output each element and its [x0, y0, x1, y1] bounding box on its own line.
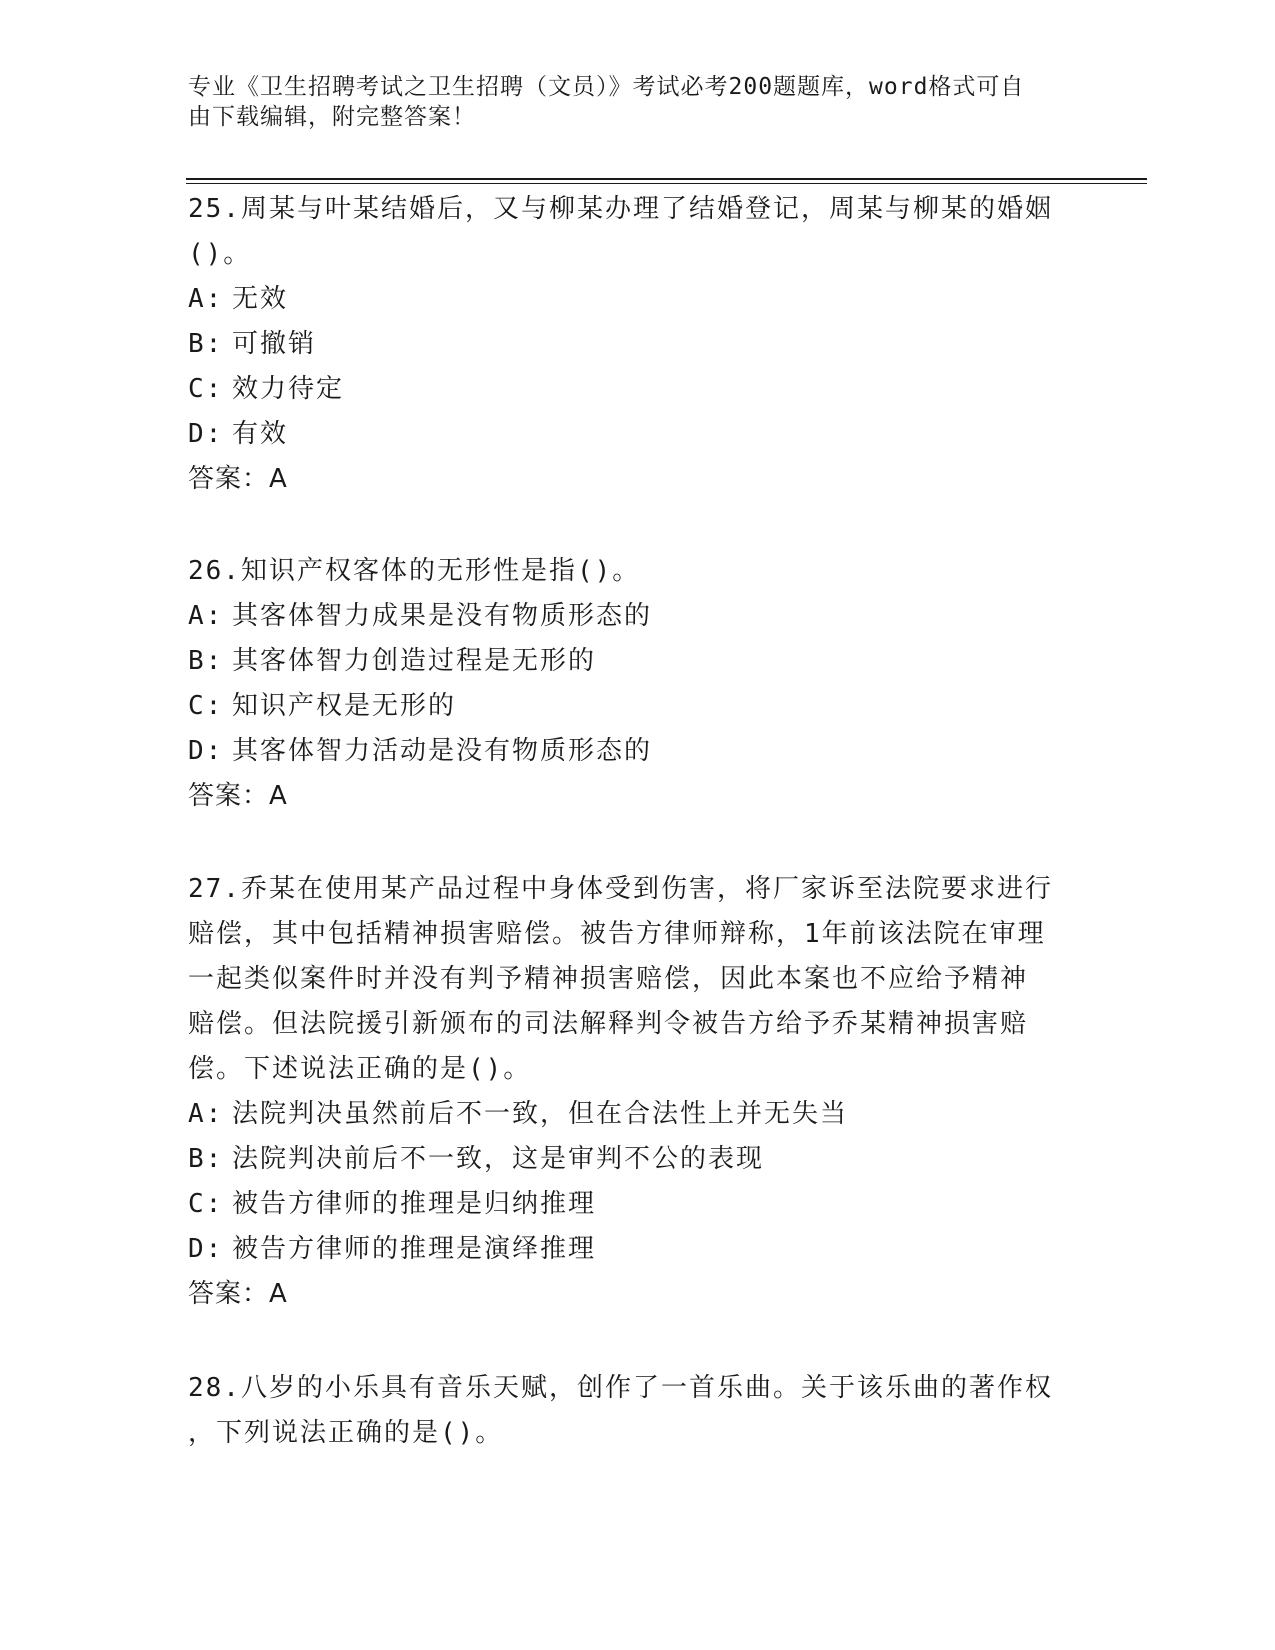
- option-c: [188, 1182, 1088, 1227]
- question-28: [188, 1366, 1088, 1456]
- option-d: [188, 729, 1088, 774]
- answer-line: 答案：A: [188, 1279, 288, 1309]
- header-divider-thick: [186, 178, 1147, 180]
- option-text: 其客体智力活动是没有物质形态的: [232, 736, 653, 766]
- option-text: 法院判决前后不一致，这是审判不公的表现: [232, 1144, 765, 1174]
- option-letter: D:: [188, 419, 224, 449]
- option-letter: C:: [188, 691, 224, 721]
- option-a: [188, 1092, 1088, 1137]
- option-c: [188, 367, 1088, 412]
- header-note: [188, 72, 1068, 132]
- option-letter: C:: [188, 1189, 224, 1219]
- option-letter: A:: [188, 284, 224, 314]
- question-stem-line: 赔偿。但法院援引新颁布的司法解释判令被告方给予乔某精神损害赔: [188, 1009, 1029, 1039]
- option-c: [188, 684, 1088, 729]
- header-note-line-2: 由下载编辑，附完整答案！: [188, 104, 476, 130]
- option-b: [188, 639, 1088, 684]
- question-25: [188, 187, 1088, 502]
- option-d: [188, 1227, 1088, 1272]
- option-text: 知识产权是无形的: [232, 691, 457, 721]
- question-stem-line: 25.周某与叶某结婚后，又与柳某办理了结婚登记，周某与柳某的婚姻: [188, 194, 1053, 224]
- option-a: [188, 277, 1088, 322]
- option-text: 有效: [232, 419, 289, 449]
- question-stem-line: 28.八岁的小乐具有音乐天赋，创作了一首乐曲。关于该乐曲的著作权: [188, 1373, 1053, 1403]
- question-27: [188, 867, 1088, 1317]
- option-text: 无效: [232, 284, 289, 314]
- question-26: [188, 549, 1088, 819]
- option-letter: A:: [188, 601, 224, 631]
- question-stem-line: ，下列说法正确的是()。: [188, 1418, 504, 1448]
- question-stem-line: 26.知识产权客体的无形性是指()。: [188, 556, 641, 586]
- answer-line: 答案：A: [188, 464, 288, 494]
- option-text: 可撤销: [232, 329, 317, 359]
- option-text: 法院判决虽然前后不一致，但在合法性上并无失当: [232, 1099, 849, 1129]
- option-text: 其客体智力创造过程是无形的: [232, 646, 597, 676]
- option-letter: A:: [188, 1099, 224, 1129]
- header-note-line-1: 专业《卫生招聘考试之卫生招聘（文员）》考试必考200题题库，word格式可自: [188, 74, 1025, 100]
- question-stem-line: 一起类似案件时并没有判予精神损害赔偿，因此本案也不应给予精神: [188, 964, 1029, 994]
- option-letter: B:: [188, 329, 224, 359]
- question-stem-line: 偿。下述说法正确的是()。: [188, 1054, 532, 1084]
- option-text: 被告方律师的推理是演绎推理: [232, 1234, 597, 1264]
- option-text: 其客体智力成果是没有物质形态的: [232, 601, 653, 631]
- option-letter: B:: [188, 646, 224, 676]
- question-stem-line: 赔偿，其中包括精神损害赔偿。被告方律师辩称，1年前该法院在审理: [188, 919, 1046, 949]
- option-b: [188, 322, 1088, 367]
- option-b: [188, 1137, 1088, 1182]
- option-letter: D:: [188, 1234, 224, 1264]
- option-letter: C:: [188, 374, 224, 404]
- option-letter: D:: [188, 736, 224, 766]
- option-text: 被告方律师的推理是归纳推理: [232, 1189, 597, 1219]
- question-stem-line: ()。: [188, 239, 252, 269]
- option-a: [188, 594, 1088, 639]
- header-divider-thin: [186, 183, 1147, 184]
- answer-line: 答案：A: [188, 781, 288, 811]
- option-d: [188, 412, 1088, 457]
- option-letter: B:: [188, 1144, 224, 1174]
- question-stem-line: 27.乔某在使用某产品过程中身体受到伤害，将厂家诉至法院要求进行: [188, 874, 1053, 904]
- option-text: 效力待定: [232, 374, 345, 404]
